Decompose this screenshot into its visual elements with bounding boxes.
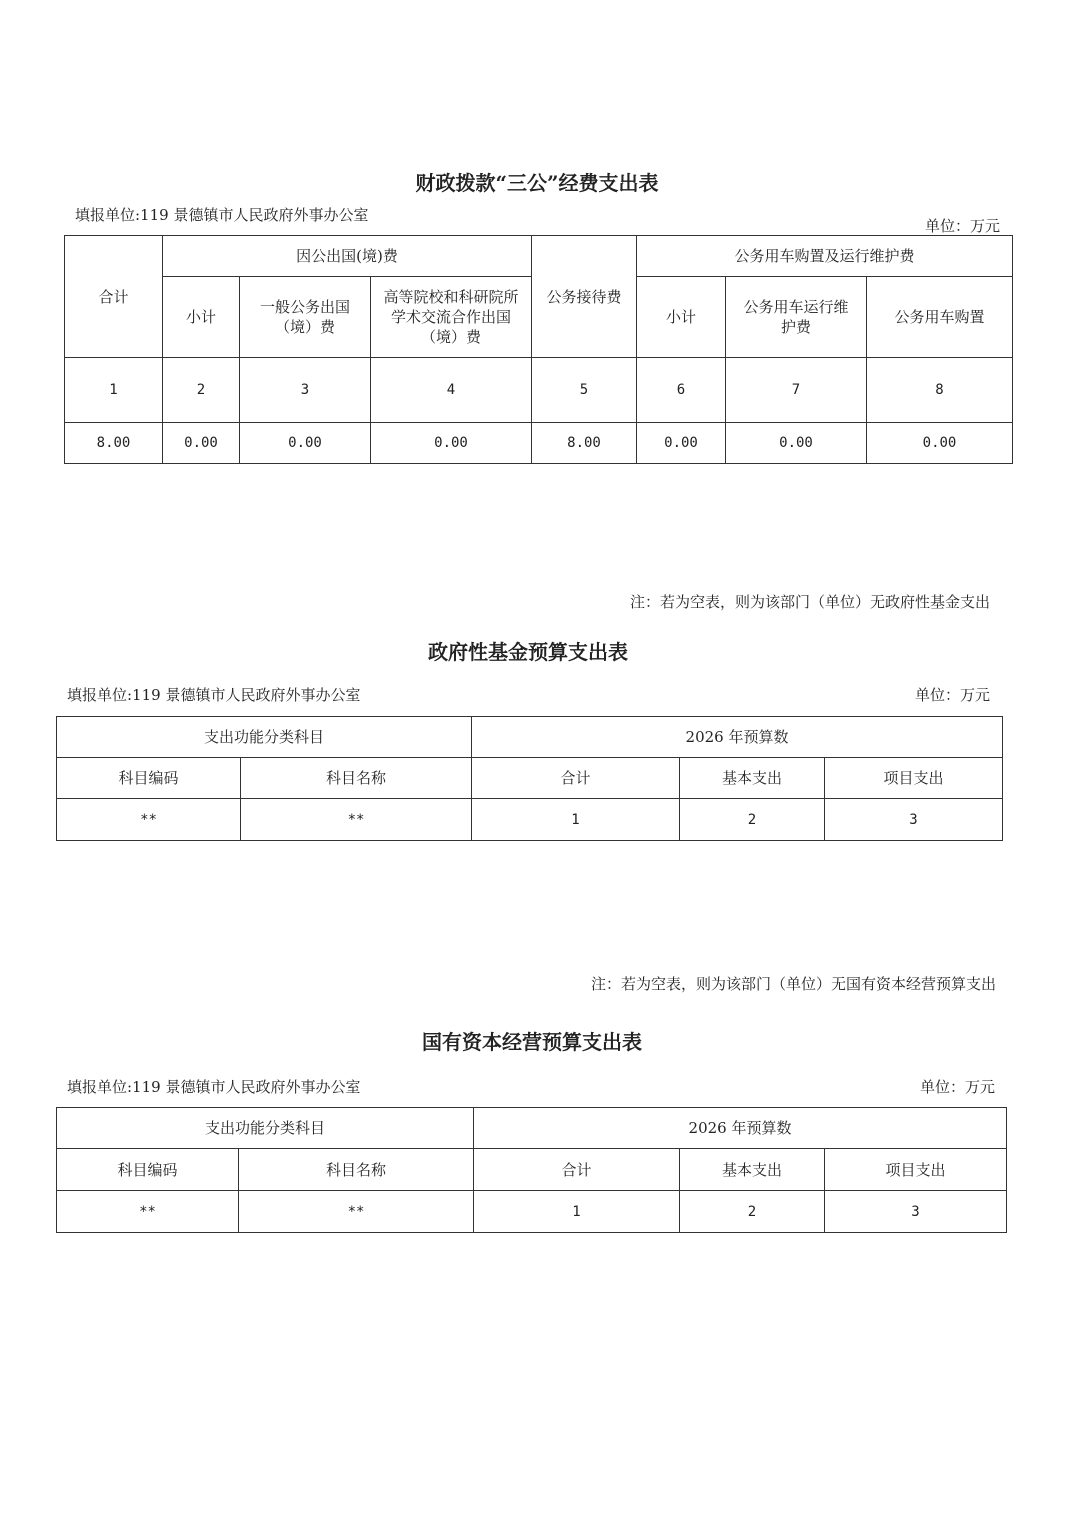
section-title: 政府性基金预算支出表	[428, 640, 628, 664]
filler-unit: 填报单位:119 景德镇市人民政府外事办公室	[67, 1078, 361, 1096]
table-cell: 1	[474, 1191, 680, 1233]
header-subject-code: 科目编码	[57, 1149, 239, 1191]
index-cell: 5	[532, 358, 637, 423]
header-vehicle-group: 公务用车购置及运行维护费	[637, 236, 1013, 277]
table-cell: 3	[825, 1191, 1007, 1233]
value-cell: 0.00	[240, 423, 371, 464]
section-title: 财政拨款“三公”经费支出表	[415, 171, 659, 195]
currency-unit: 单位：万元	[919, 1078, 995, 1096]
value-cell: 0.00	[163, 423, 240, 464]
value-cell: 0.00	[867, 423, 1013, 464]
filler-unit: 填报单位:119 景德镇市人民政府外事办公室	[75, 206, 369, 224]
table-cell: **	[57, 1191, 239, 1233]
table-cell: 3	[825, 799, 1003, 841]
header-abroad-academic: 高等院校和科研院所学术交流合作出国（境）费	[371, 277, 532, 358]
table-cell: 2	[680, 1191, 825, 1233]
index-cell: 1	[65, 358, 163, 423]
table-cell: 1	[472, 799, 680, 841]
header-reception: 公务接待费	[532, 236, 637, 358]
value-cell: 8.00	[532, 423, 637, 464]
header-abroad-subtotal: 小计	[163, 277, 240, 358]
government-fund-table	[56, 716, 1003, 841]
value-cell: 0.00	[371, 423, 532, 464]
table-cell: **	[239, 1191, 474, 1233]
header-function-category: 支出功能分类科目	[57, 1108, 474, 1149]
header-vehicle-purchase: 公务用车购置	[867, 277, 1013, 358]
state-capital-table	[56, 1107, 1007, 1233]
header-function-category: 支出功能分类科目	[57, 717, 472, 758]
header-abroad-general: 一般公务出国（境）费	[240, 277, 371, 358]
currency-unit: 单位：万元	[924, 217, 1000, 235]
empty-table-note: 注：若为空表，则为该部门（单位）无政府性基金支出	[629, 593, 990, 611]
table-cell: 2	[680, 799, 825, 841]
header-total: 合计	[474, 1149, 680, 1191]
table-cell: **	[57, 799, 241, 841]
index-cell: 6	[637, 358, 726, 423]
value-cell: 8.00	[65, 423, 163, 464]
index-cell: 8	[867, 358, 1013, 423]
section-title: 国有资本经营预算支出表	[422, 1030, 642, 1054]
header-basic-expense: 基本支出	[680, 1149, 825, 1191]
header-total: 合计	[472, 758, 680, 799]
header-subject-name: 科目名称	[241, 758, 472, 799]
table-cell: **	[241, 799, 472, 841]
header-total: 合计	[65, 236, 163, 358]
header-vehicle-subtotal: 小计	[637, 277, 726, 358]
currency-unit: 单位：万元	[914, 686, 990, 704]
header-abroad-group: 因公出国(境)费	[163, 236, 532, 277]
index-cell: 7	[726, 358, 867, 423]
header-project-expense: 项目支出	[825, 758, 1003, 799]
header-project-expense: 项目支出	[825, 1149, 1007, 1191]
filler-unit: 填报单位:119 景德镇市人民政府外事办公室	[67, 686, 361, 704]
value-cell: 0.00	[726, 423, 867, 464]
index-cell: 3	[240, 358, 371, 423]
value-cell: 0.00	[637, 423, 726, 464]
header-subject-name: 科目名称	[239, 1149, 474, 1191]
index-cell: 2	[163, 358, 240, 423]
header-subject-code: 科目编码	[57, 758, 241, 799]
header-basic-expense: 基本支出	[680, 758, 825, 799]
index-cell: 4	[371, 358, 532, 423]
three-public-expenses-table	[64, 235, 1013, 464]
header-budget-year: 2026 年预算数	[472, 717, 1003, 758]
header-budget-year: 2026 年预算数	[474, 1108, 1007, 1149]
empty-table-note: 注：若为空表，则为该部门（单位）无国有资本经营预算支出	[590, 975, 996, 993]
header-vehicle-operation: 公务用车运行维护费	[726, 277, 867, 358]
